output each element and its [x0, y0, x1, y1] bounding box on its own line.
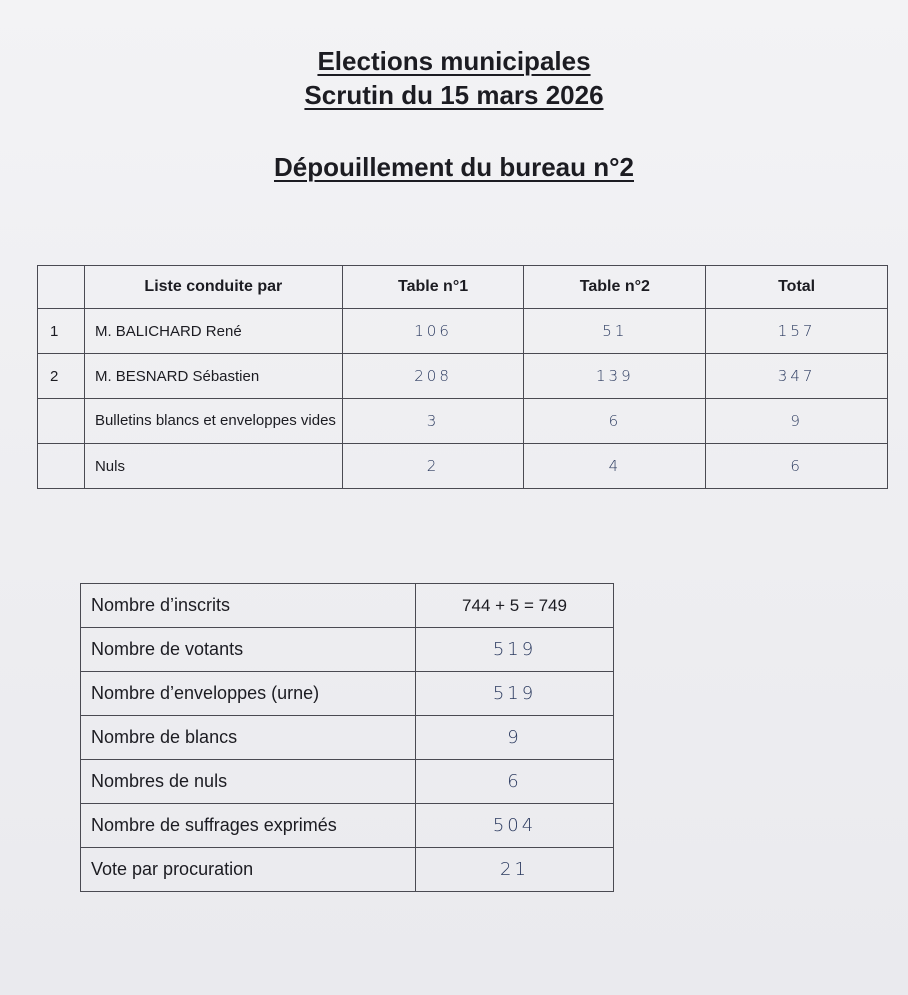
- summary-label: Nombre de votants: [81, 628, 416, 672]
- row-label: Bulletins blancs et enveloppes vides: [84, 399, 342, 444]
- summary-row: [81, 584, 614, 628]
- table-row: [38, 354, 888, 399]
- count-title: Dépouillement du bureau n°2: [274, 152, 634, 182]
- row-number: [38, 444, 85, 489]
- column-header-table-2: Table n°2: [524, 266, 706, 309]
- handwritten-summary-value: 519: [416, 672, 614, 716]
- row-label: M. BESNARD Sébastien: [84, 354, 342, 399]
- table-header-row: [38, 266, 888, 309]
- handwritten-table-2-value: 4: [524, 444, 706, 489]
- handwritten-total-value: 157: [706, 309, 888, 354]
- handwritten-table-2-value: 139: [524, 354, 706, 399]
- table-row: [38, 309, 888, 354]
- row-number: [38, 399, 85, 444]
- table-row: [38, 444, 888, 489]
- handwritten-summary-value: 519: [416, 628, 614, 672]
- summary-label: Nombre d’enveloppes (urne): [81, 672, 416, 716]
- summary-row: [81, 760, 614, 804]
- summary-label: Vote par procuration: [81, 848, 416, 892]
- summary-table: [80, 583, 614, 892]
- summary-row: [81, 848, 614, 892]
- election-date: Scrutin du 15 mars 2026: [304, 80, 604, 110]
- table-row: [38, 399, 888, 444]
- column-header-list: Liste conduite par: [84, 266, 342, 309]
- column-header-total: Total: [706, 266, 888, 309]
- summary-label: Nombre de suffrages exprimés: [81, 804, 416, 848]
- handwritten-summary-value: 6: [416, 760, 614, 804]
- handwritten-table-1-value: 208: [342, 354, 524, 399]
- row-number: 1: [38, 309, 85, 354]
- summary-label: Nombre d’inscrits: [81, 584, 416, 628]
- row-number: 2: [38, 354, 85, 399]
- summary-row: [81, 628, 614, 672]
- handwritten-summary-value: 504: [416, 804, 614, 848]
- handwritten-total-value: 6: [706, 444, 888, 489]
- results-table: [37, 265, 888, 489]
- document-header: [0, 44, 908, 184]
- handwritten-table-1-value: 2: [342, 444, 524, 489]
- document-title: Elections municipales: [317, 46, 591, 76]
- handwritten-table-1-value: 106: [342, 309, 524, 354]
- column-header-number: [38, 266, 85, 309]
- row-label: Nuls: [84, 444, 342, 489]
- summary-value: 744 + 5 = 749: [416, 584, 614, 628]
- handwritten-summary-value: 9: [416, 716, 614, 760]
- row-label: M. BALICHARD René: [84, 309, 342, 354]
- handwritten-total-value: 9: [706, 399, 888, 444]
- column-header-table-1: Table n°1: [342, 266, 524, 309]
- summary-label: Nombres de nuls: [81, 760, 416, 804]
- handwritten-table-1-value: 3: [342, 399, 524, 444]
- summary-label: Nombre de blancs: [81, 716, 416, 760]
- handwritten-table-2-value: 6: [524, 399, 706, 444]
- summary-row: [81, 716, 614, 760]
- summary-row: [81, 804, 614, 848]
- handwritten-total-value: 347: [706, 354, 888, 399]
- summary-row: [81, 672, 614, 716]
- handwritten-summary-value: 21: [416, 848, 614, 892]
- handwritten-table-2-value: 51: [524, 309, 706, 354]
